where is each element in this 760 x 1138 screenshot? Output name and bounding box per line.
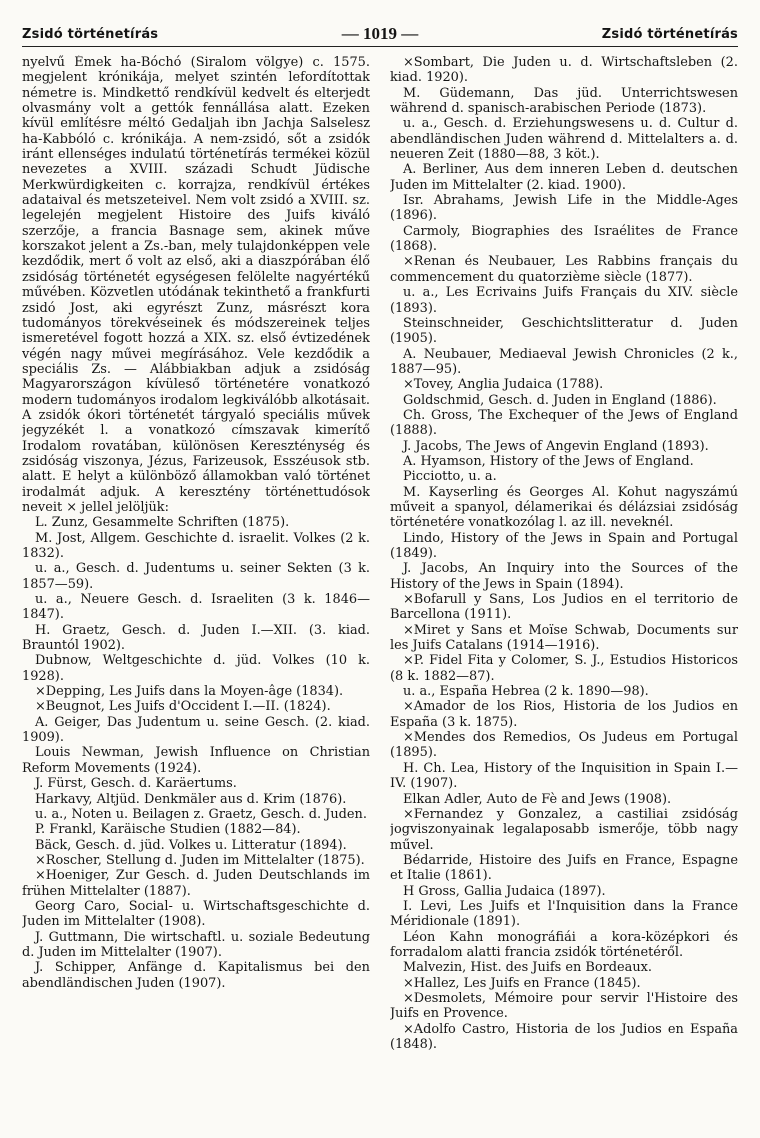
bibliography-entry: M. Jost, Allgem. Geschichte d. israelit. Volkes (2 k. 1832). [22,530,370,561]
bibliography-entry: ×Adolfo Castro, Historia de los Judios en España (1848). [390,1021,738,1052]
page-number: — 1019 — [341,24,419,43]
bibliography-entry: ×Bofarull y Sans, Los Judios en el territorio de Barcellona (1911). [390,592,738,623]
bibliography-entry: Ch. Gross, The Exchequer of the Jews of England (1888). [390,407,738,439]
bibliography-entry: ×P. Fidel Fita y Colomer, S. J., Estudios Historicos (8 k. 1882—87). [390,653,738,684]
bibliography-entry: J. Guttmann, Die wirtschaftl. u. soziale Bedeutung d. Juden im Mittelalter (1907). [22,929,370,960]
bibliography-entry: A. Berliner, Aus dem inneren Leben d. deutschen Juden im Mittelalter (2. kiad. 1900). [390,162,738,193]
bibliography-entry: ×Tovey, Anglia Judaica (1788). [403,377,604,393]
bibliography-entry: J. Jacobs, An Inquiry into the Sources of the History of the Jews in Spain (1894). [390,561,738,592]
bibliography-entry: ×Sombart, Die Juden u. d. Wirtschaftsleben (2. kiad. 1920). [390,55,738,86]
bibliography-entry: I. Levi, Les Juifs et l'Inquisition dans la France Méridionale (1891). [390,898,738,930]
bibliography-entry: Carmoly, Biographies des Israélites de France (1868). [390,223,738,255]
bibliography-entry: J. Jacobs, The Jews of Angevin England (1893). [403,438,709,454]
bibliography-entry: ×Beugnot, Les Juifs d'Occident I.—II. (1824). [35,699,331,715]
bibliography-entry: H. Ch. Lea, History of the Inquisition in Spain I.—IV. (1907). [390,760,738,792]
bibliography-entry: u. a., Neuere Gesch. d. Israeliten (3 k. 1846—1847). [22,592,370,623]
bibliography-entry: A. Neubauer, Mediaeval Jewish Chronicles (2 k., 1887—95). [390,346,738,377]
bibliography-entry: Picciotto, u. a. [403,469,497,485]
bibliography-entry: ×Miret y Sans et Moïse Schwab, Documents sur les Juifs Catalans (1914—1916). [390,622,738,654]
right-bibliography [390,55,738,1052]
bibliography-entry: ×Renan és Neubauer, Les Rabbins français du commencement du quatorzième siècle (1877). [390,254,738,285]
bibliography-entry: J. Schipper, Anfänge d. Kapitalismus bei den abendländischen Juden (1907). [22,960,370,991]
bibliography-entry: Goldschmid, Gesch. d. Juden in England (1886). [403,392,717,408]
bibliography-entry: ×Desmolets, Mémoire pour servir l'Histoire des Juifs en Provence. [390,990,738,1022]
bibliography-entry: u. a., Gesch. d. Judentums u. seiner Sekten (3 k. 1857—59). [22,561,370,592]
bibliography-entry: u. a., España Hebrea (2 k. 1890—98). [403,684,649,700]
bibliography-entry: ×Hallez, Les Juifs en France (1845). [403,975,641,991]
bibliography-entry: Dubnow, Weltgeschichte d. jüd. Volkes (10 k. 1928). [22,653,370,684]
bibliography-entry: H Gross, Gallia Judaica (1897). [403,883,606,899]
bibliography-entry: ×Roscher, Stellung d. Juden im Mittelalter (1875). [35,852,365,868]
bibliography-entry: Malvezin, Hist. des Juifs en Bordeaux. [403,960,653,976]
bibliography-entry: Isr. Abrahams, Jewish Life in the Middle-Ages (1896). [390,193,738,224]
bibliography-entry: Lindo, History of the Jews in Spain and Portugal (1849). [390,530,738,561]
bibliography-entry: Georg Caro, Social- u. Wirtschaftsgeschichte d. Juden im Mittelalter (1908). [22,898,370,930]
bibliography-entry: Louis Newman, Jewish Influence on Christian Reform Movements (1924). [22,745,370,776]
bibliography-entry: M. Kayserling és Georges Al. Kohut nagyszámú műveit a spanyol, délamerikai és délázsiai zsidóság történetére vonatkozólag l. az ill. neveknél. [390,484,738,531]
intro-paragraph: nyelvű Émek ha-Bóchó (Siralom völgye) c. 1575. megjelent krónikája, melyet szintén lefordítottak németre is. Mindkettő rendkívül kedvelt és elterjedt olvasmány volt a gettók fennállása alatt. Ezeken kívül említésre méltó Gedaljah ibn Jachja Salselesz ha-Kabbóló c. krónikája. A nem-zsidó, sőt a zsidók iránt ellenséges indulatú történetírás termékei közül nevezetes a XVIII. századi Schudt Jüdische Merkwürdigkeiten c. korrajza, rendkívül értékes adataival és metszeteivel. Nem volt zsidó a XVIII. sz. legelején megjelent Histoire des Juifs kiváló szerzője, a francia Basnage sem, akinek műve korszakot jelent a Zs.-ban, mely tulajdonképpen vele kezdődik, mert ő volt az első, aki a diaszpórában élő zsidóság történetét egységesen felölelte nagyértékű művében. Közvetlen utódának tekinthető a frankfurti zsidó Jost, aki egyrészt Zunz, másrészt kora tudományos törekvéseinek és módszereinek teljes ismeretével fogott hozzá a XIX. sz. első évtizedének végén nagy művei megírásához. Vele kezdődik a speciális Zs. — Alábbiakban adjuk a zsidóság Magyarországon kívüleső történetére vonatkozó modern tudományos irodalom legkiválóbb alkotásait. A zsidók ókori történetét tárgyaló speciális művek jegyzékét l. a vonatkozó címszavak kimerítő Irodalom rovatában, különösen Kereszténység és zsidóság viszonya, Jézus, Farizeusok, Esszéusok stb. alatt. E helyt a különböző államokban való történet irodalmát adjuk. A keresztény történettudósok neveit × jellel jelöljük: [22,55,370,515]
bibliography-entry: L. Zunz, Gesammelte Schriften (1875). [35,515,290,531]
left-bibliography [22,515,370,991]
bibliography-entry: P. Frankl, Karäische Studien (1882—84). [35,822,301,838]
running-head-left: Zsidó történetírás [22,26,159,42]
right-column [390,55,738,1135]
bibliography-entry: ×Depping, Les Juifs dans la Moyen-âge (1834). [35,684,344,700]
bibliography-entry: Bäck, Gesch. d. jüd. Volkes u. Litteratur (1894). [35,837,347,853]
bibliography-entry: u. a., Noten u. Beilagen z. Graetz, Gesch. d. Juden. [35,806,367,822]
two-column-body [22,55,738,1135]
bibliography-entry: ×Amador de los Rios, Historia de los Judios en España (3 k. 1875). [390,699,738,730]
bibliography-entry: Bédarride, Histoire des Juifs en France, Espagne et Italie (1861). [390,852,738,884]
running-head-right: Zsidó történetírás [601,26,738,42]
bibliography-entry: ×Hoeniger, Zur Gesch. d. Juden Deutschlands im frühen Mittelalter (1887). [22,868,370,899]
bibliography-entry: Léon Kahn monográfiái a kora-középkori és forradalom alatti francia zsidók történetéről. [390,929,738,960]
left-column [22,55,370,1135]
bibliography-entry: M. Güdemann, Das jüd. Unterrichtswesen während d. spanisch-arabischen Periode (1873). [390,85,738,117]
bibliography-entry: A. Geiger, Das Judentum u. seine Gesch. (2. kiad. 1909). [22,714,370,746]
bibliography-entry: u. a., Les Ecrivains Juifs Français du XIV. siècle (1893). [390,285,738,316]
bibliography-entry: Steinschneider, Geschichtslitteratur d. Juden (1905). [390,315,738,347]
bibliography-entry: ×Fernandez y Gonzalez, a castiliai zsidóság jogviszonyainak legalaposabb ismerője, több nagy művel. [390,806,738,853]
bibliography-entry: Elkan Adler, Auto de Fè and Jews (1908). [403,791,672,807]
bibliography-entry: ×Mendes dos Remedios, Os Judeus em Portugal (1895). [390,730,738,761]
bibliography-entry: J. Fürst, Gesch. d. Karäertums. [35,776,237,792]
bibliography-entry: H. Graetz, Gesch. d. Juden I.—XII. (3. kiad. Brauntól 1902). [22,622,370,654]
running-header [22,22,738,47]
bibliography-entry: u. a., Gesch. d. Erziehungswesens u. d. Cultur d. abendländischen Juden während d. Mittelalters a. d. neueren Zeit (1880—88, 3 köt.). [390,116,738,163]
bibliography-entry: A. Hyamson, History of the Jews of England. [403,453,694,469]
bibliography-entry: Harkavy, Altjüd. Denkmäler aus d. Krim (1876). [35,791,347,807]
